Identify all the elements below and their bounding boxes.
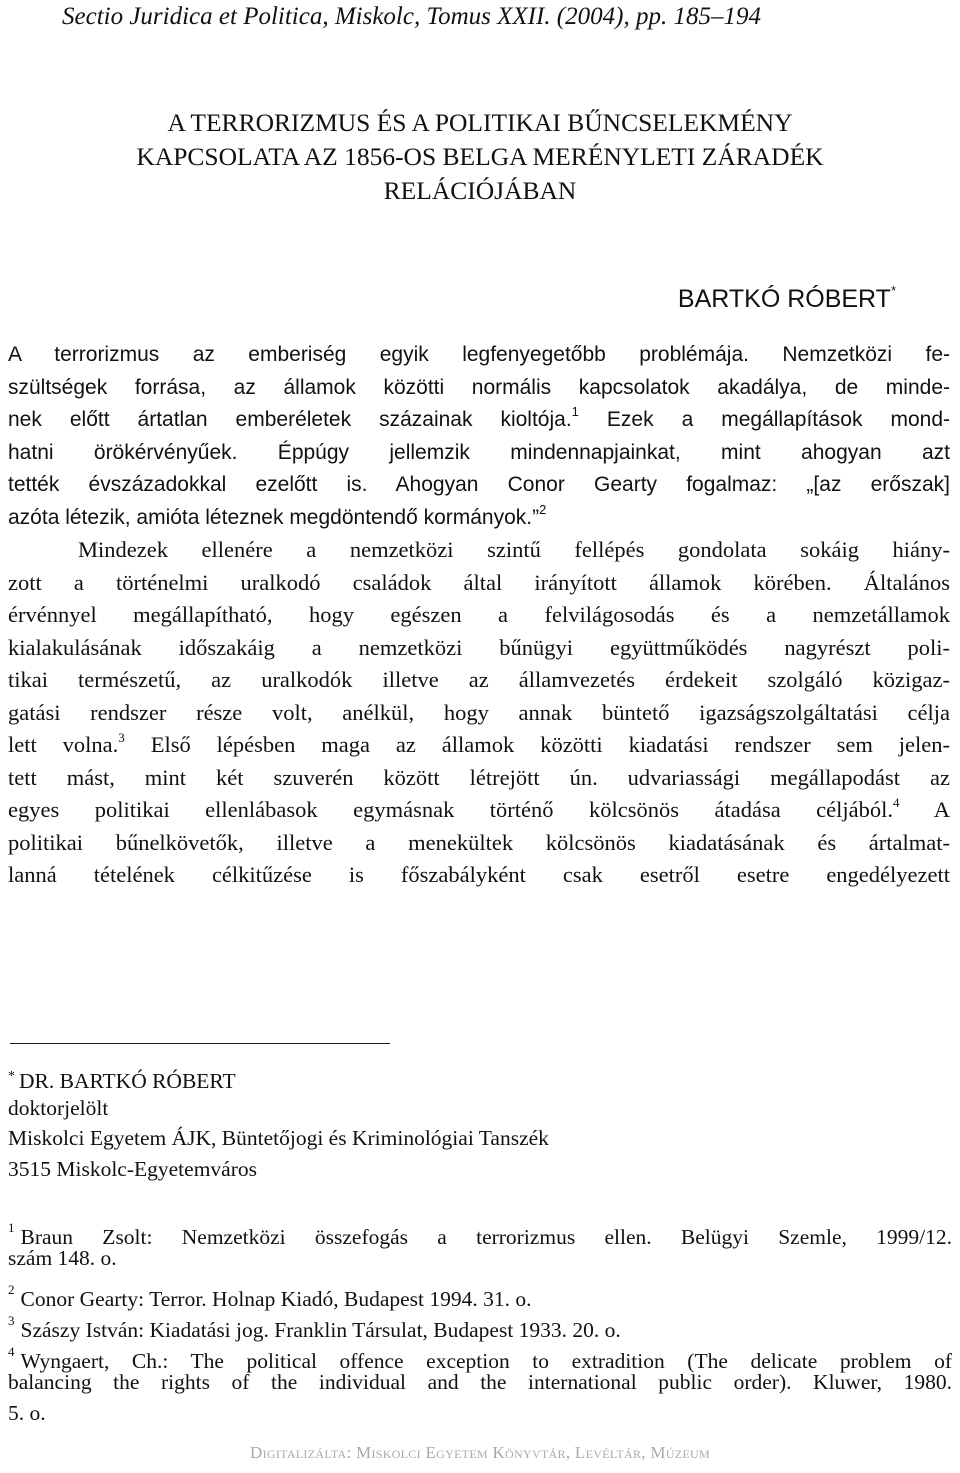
footnote-4-cont: balancing the rights of the individual and the international public order). Kluwer, 1980. <box>8 1370 952 1394</box>
body-line: Mindezek ellenére a nemzetközi szintű fellépés gondolata sokáig hiány- <box>78 537 950 562</box>
body-text-span: Első lépésben maga az államok közötti kiadatási rendszer sem jelen- <box>124 732 951 757</box>
footnote-text: Wyngaert, Ch.: The political offence exception to extradition (The delicate problem of <box>20 1349 952 1373</box>
author-footnote-mark: * <box>890 283 896 298</box>
affiliation-name-line <box>8 1062 708 1093</box>
journal-header: Sectio Juridica et Politica, Miskolc, Tomus XXII. (2004), pp. 185–194 <box>62 3 761 30</box>
footnote-number: 2 <box>8 1282 15 1297</box>
body-line: tették évszázadokkal ezelőtt is. Ahogyan Conor Gearty fogalmaz: „[az erőszak] <box>8 473 950 496</box>
body-text-span: A <box>899 797 950 822</box>
article-title <box>20 106 940 208</box>
body-line: érvénnyel megállapítható, hogy egészen a felvilágosodás és a nemzetállamok <box>8 602 950 627</box>
footnote-ref-3: 3 <box>118 730 125 745</box>
digitization-footer: Digitalizálta: Miskolci Egyetem Könyvtár, Levéltár, Múzeum <box>250 1443 710 1462</box>
body-line <box>8 404 950 437</box>
footnote-divider <box>10 1043 390 1044</box>
body-line <box>8 794 950 827</box>
body-text-span: egyes politikai ellenlábasok egymásnak történő kölcsönös átadása céljából. <box>8 797 894 822</box>
author-affiliation <box>8 1062 708 1184</box>
body-line <box>8 729 950 762</box>
footnote-4 <box>8 1336 952 1373</box>
title-line-3: RELÁCIÓJÁBAN <box>383 176 577 205</box>
body-text-span: azóta létezik, amióta léteznek megdöntendő kormányok.” <box>8 505 540 529</box>
affiliation-role: doktorjelölt <box>8 1095 109 1120</box>
footnotes <box>8 1212 952 1429</box>
author-name <box>678 276 896 314</box>
footnote-number: 3 <box>8 1313 15 1328</box>
body-text-span: nek előtt ártatlan emberéletek százainak kioltója. <box>8 408 572 431</box>
affiliation-address: 3515 Miskolc-Egyetemváros <box>8 1156 257 1181</box>
body-text <box>8 339 950 892</box>
title-line-1: A TERRORIZMUS ÉS A POLITIKAI BŰNCSELEKMÉNY <box>167 108 793 137</box>
body-text-span: Ezek a megállapítások mond- <box>578 408 950 431</box>
body-line: politikai bűnelkövetők, illetve a menekültek kölcsönös kiadatásának és ártalmat- <box>8 829 950 855</box>
footnote-4-cont: 5. o. <box>8 1401 46 1425</box>
affiliation-name: DR. BARTKÓ RÓBERT <box>19 1069 236 1093</box>
footnote-ref-2: 2 <box>539 501 547 517</box>
footnote-number: 4 <box>8 1344 15 1359</box>
footnote-1 <box>8 1212 952 1249</box>
body-line <box>8 502 950 535</box>
footnote-ref-4: 4 <box>893 795 900 810</box>
footnote-text: Braun Zsolt: Nemzetközi összefogás a terrorizmus ellen. Belügyi Szemle, 1999/12. <box>20 1225 952 1249</box>
footnote-1-cont: szám 148. o. <box>8 1246 117 1270</box>
body-text-span: lett volna. <box>8 732 119 757</box>
body-line: gatási rendszer része volt, anélkül, hogy annak büntető igazságszolgáltatási célja <box>8 699 950 725</box>
affiliation-mark: * <box>8 1069 15 1084</box>
body-line: lanná tételének célkitűzése is főszabályként csak esetről esetre engedélyezett <box>8 862 950 887</box>
footnote-3 <box>8 1305 952 1342</box>
title-line-2: KAPCSOLATA AZ 1856-OS BELGA MERÉNYLETI ZÁRADÉK <box>136 142 824 171</box>
footnote-text: Szászy István: Kiadatási jog. Franklin Társulat, Budapest 1933. 20. o. <box>20 1318 621 1342</box>
affiliation-institution: Miskolci Egyetem ÁJK, Büntetőjogi és Kriminológiai Tanszék <box>8 1126 549 1150</box>
body-line: hatni örökérvényűek. Éppúgy jellemzik mindennapjainkat, mint ahogyan azt <box>8 440 950 464</box>
author-text: BARTKÓ RÓBERT <box>677 285 891 313</box>
footnote-ref-1: 1 <box>571 404 579 419</box>
body-line: szültségek forrása, az államok közötti normális kapcsolatok akadálya, de minde- <box>8 375 950 399</box>
body-line: A terrorizmus az emberiség egyik legfenyegetőbb problémája. Nemzetközi fe- <box>8 343 950 366</box>
body-line: tett mást, mint két szuverén között létrejött ún. udvariassági megállapodást az <box>8 764 950 790</box>
body-line: kialakulásának időszakáig a nemzetközi bűnügyi együttműködés nagyrészt poli- <box>8 634 950 660</box>
footnote-number: 1 <box>8 1220 15 1235</box>
footnote-2 <box>8 1274 952 1311</box>
body-line: tikai természetű, az uralkodók illetve az államvezetés érdekeit szolgáló közigaz- <box>8 667 950 692</box>
body-line: zott a történelmi uralkodó családok által irányított államok körében. Általános <box>8 569 950 595</box>
footnote-text: Conor Gearty: Terror. Holnap Kiadó, Budapest 1994. 31. o. <box>20 1287 532 1311</box>
